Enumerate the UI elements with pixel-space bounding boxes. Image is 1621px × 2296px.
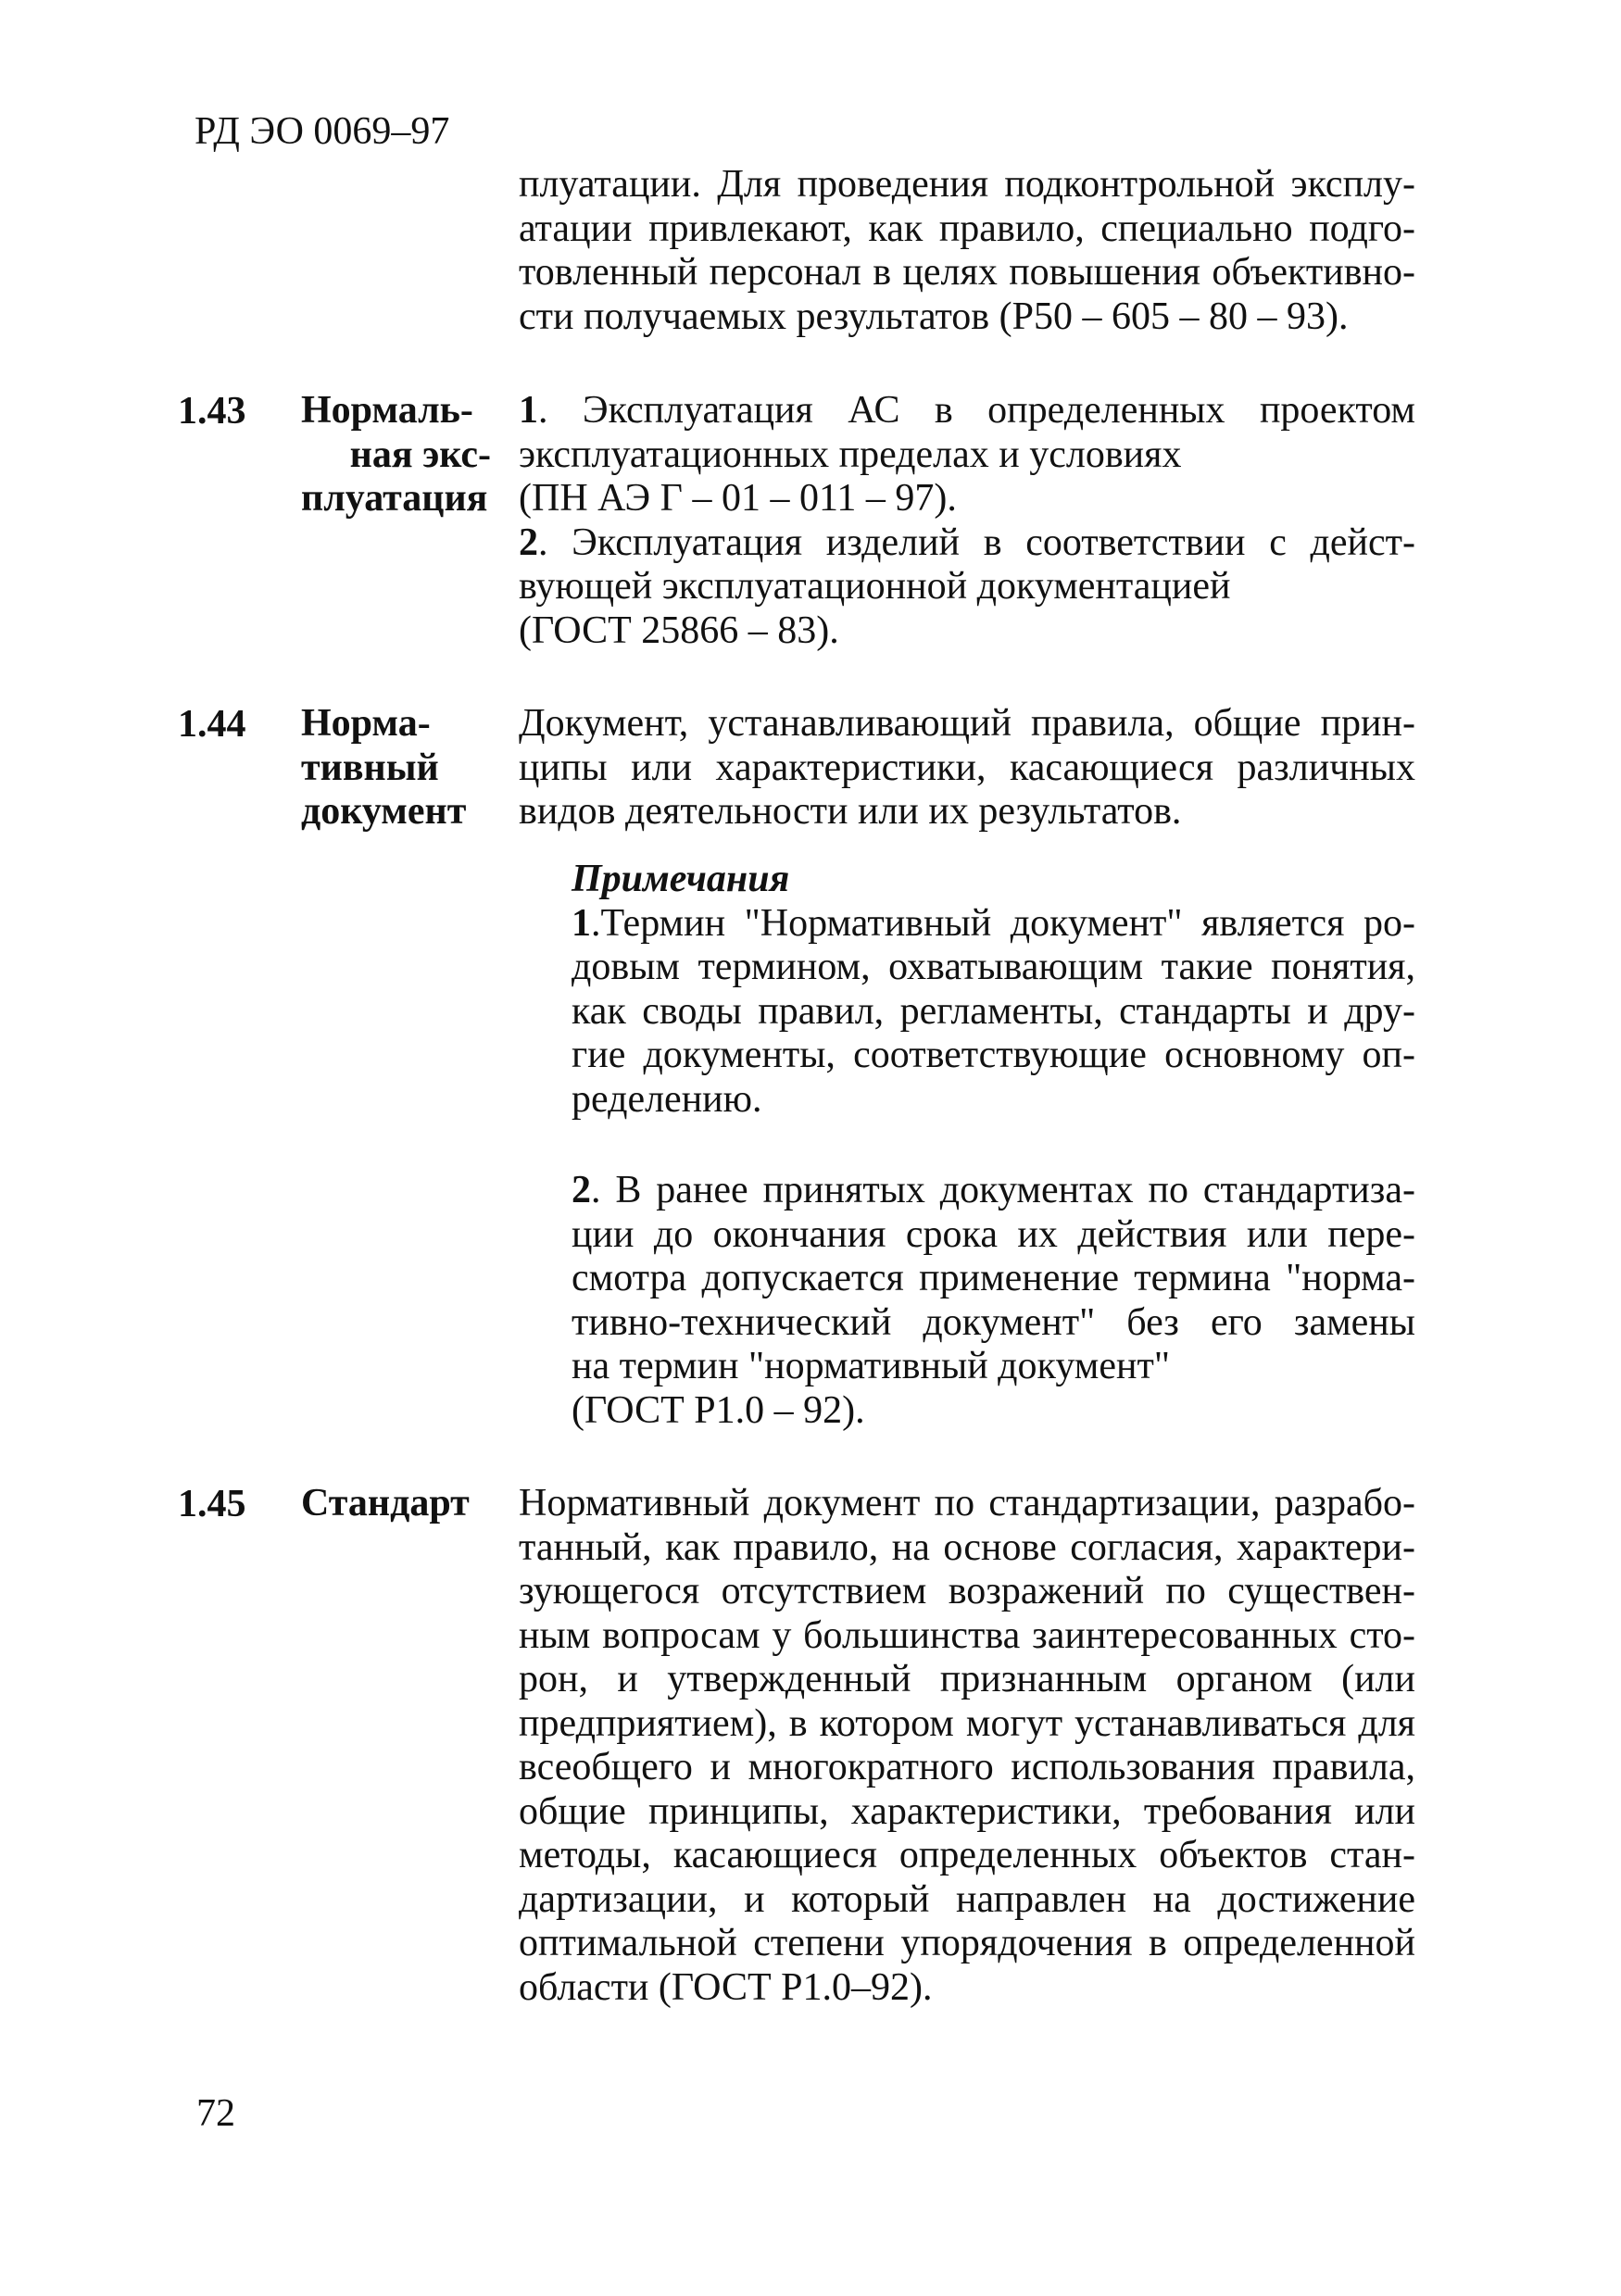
text-line: ным вопросам у большинства заинтересованных сто- bbox=[519, 1613, 1415, 1657]
notes-block bbox=[572, 1169, 1415, 1433]
note-line: на термин "нормативный документ" bbox=[572, 1345, 1170, 1387]
text-line: рон, и утвержденный признанным органом (или bbox=[519, 1658, 1415, 1700]
document-code-header: РД ЭО 0069–97 bbox=[195, 110, 450, 153]
notes-block bbox=[572, 858, 1415, 1122]
text-line: плуатации. Для проведения подконтрольной эксплу- bbox=[519, 163, 1415, 206]
note-line: 2. В ранее принятых документах по стандартиза- bbox=[572, 1169, 1415, 1211]
text-line: Нормативный документ по стандартизации, разрабо- bbox=[519, 1482, 1415, 1524]
text-line: танный, как правило, на основе согласия, характери- bbox=[519, 1525, 1415, 1569]
note-line: (ГОСТ Р1.0 – 92). bbox=[572, 1388, 865, 1432]
text-line: дартизации, и который направлен на достижение bbox=[519, 1877, 1415, 1921]
note-line: гие документы, соответствующие основному оп- bbox=[572, 1034, 1415, 1076]
term-number: 1.45 bbox=[178, 1483, 246, 1525]
page-number: 72 bbox=[196, 2092, 235, 2135]
text-line: всеобщего и многократного использования правила, bbox=[519, 1746, 1415, 1788]
note-line: смотра допускается применение термина "норма- bbox=[572, 1257, 1415, 1299]
term-name bbox=[301, 1482, 486, 1526]
term-definition bbox=[519, 1482, 1415, 2010]
text-line: Документ, устанавливающий правила, общие прин- bbox=[519, 702, 1415, 745]
term-line: тивный bbox=[301, 746, 439, 789]
note-line: 1.Термин "Нормативный документ" является ро- bbox=[572, 901, 1415, 945]
text-line: 1. Эксплуатация АС в определенных проектом bbox=[519, 389, 1415, 432]
text-line: предприятием), в котором могут устанавливаться для bbox=[519, 1701, 1415, 1745]
text-line: общие принципы, характеристики, требования или bbox=[519, 1789, 1415, 1833]
text-line: ципы или характеристики, касающиеся различных bbox=[519, 746, 1415, 789]
term-line: Норма- bbox=[301, 702, 431, 745]
note-line: ределению. bbox=[572, 1077, 762, 1121]
text-line: (ПН АЭ Г – 01 – 011 – 97). bbox=[519, 477, 957, 520]
term-number: 1.43 bbox=[178, 390, 246, 433]
term-number: 1.44 bbox=[178, 703, 246, 746]
text-line: методы, касающиеся определенных объектов стан- bbox=[519, 1834, 1415, 1876]
text-line: 2. Эксплуатация изделий в соответствии с дейст- bbox=[519, 521, 1415, 564]
text-line: товленный персонал в целях повышения объективно- bbox=[519, 251, 1415, 294]
term-line: Нормаль- bbox=[301, 389, 473, 432]
term-line: Стандарт bbox=[301, 1482, 470, 1524]
text-line: видов деятельности или их результатов. bbox=[519, 790, 1182, 833]
note-line: как своды правил, регламенты, стандарты и дру- bbox=[572, 989, 1415, 1033]
term-line: плуатация bbox=[301, 477, 488, 520]
text-line: оптимальной степени упорядочения в определенной bbox=[519, 1922, 1415, 1964]
term-definition bbox=[519, 702, 1415, 834]
term-definition bbox=[519, 389, 1415, 653]
term-name bbox=[301, 389, 491, 521]
text-line: (ГОСТ 25866 – 83). bbox=[519, 609, 839, 652]
note-line: ции до окончания срока их действия или пере- bbox=[572, 1212, 1415, 1256]
text-line: эксплуатационных пределах и условиях bbox=[519, 433, 1182, 476]
text-line: сти получаемых результатов (Р50 – 605 – 80 – 93). bbox=[519, 295, 1349, 338]
continuation-text bbox=[519, 163, 1415, 339]
note-line: тивно-технический документ" без его замены bbox=[572, 1300, 1415, 1344]
term-line: ная экс- bbox=[349, 433, 491, 476]
notes-title: Примечания bbox=[572, 858, 790, 900]
term-line: документ bbox=[301, 790, 467, 833]
text-line: вующей эксплуатационной документацией bbox=[519, 565, 1231, 608]
text-line: атации привлекают, как правило, специально подго- bbox=[519, 207, 1415, 250]
text-line: зующегося отсутствием возражений по существен- bbox=[519, 1570, 1415, 1612]
term-name bbox=[301, 702, 486, 834]
note-line: довым термином, охватывающим такие понятия, bbox=[572, 946, 1415, 988]
text-line: области (ГОСТ Р1.0–92). bbox=[519, 1965, 933, 2009]
